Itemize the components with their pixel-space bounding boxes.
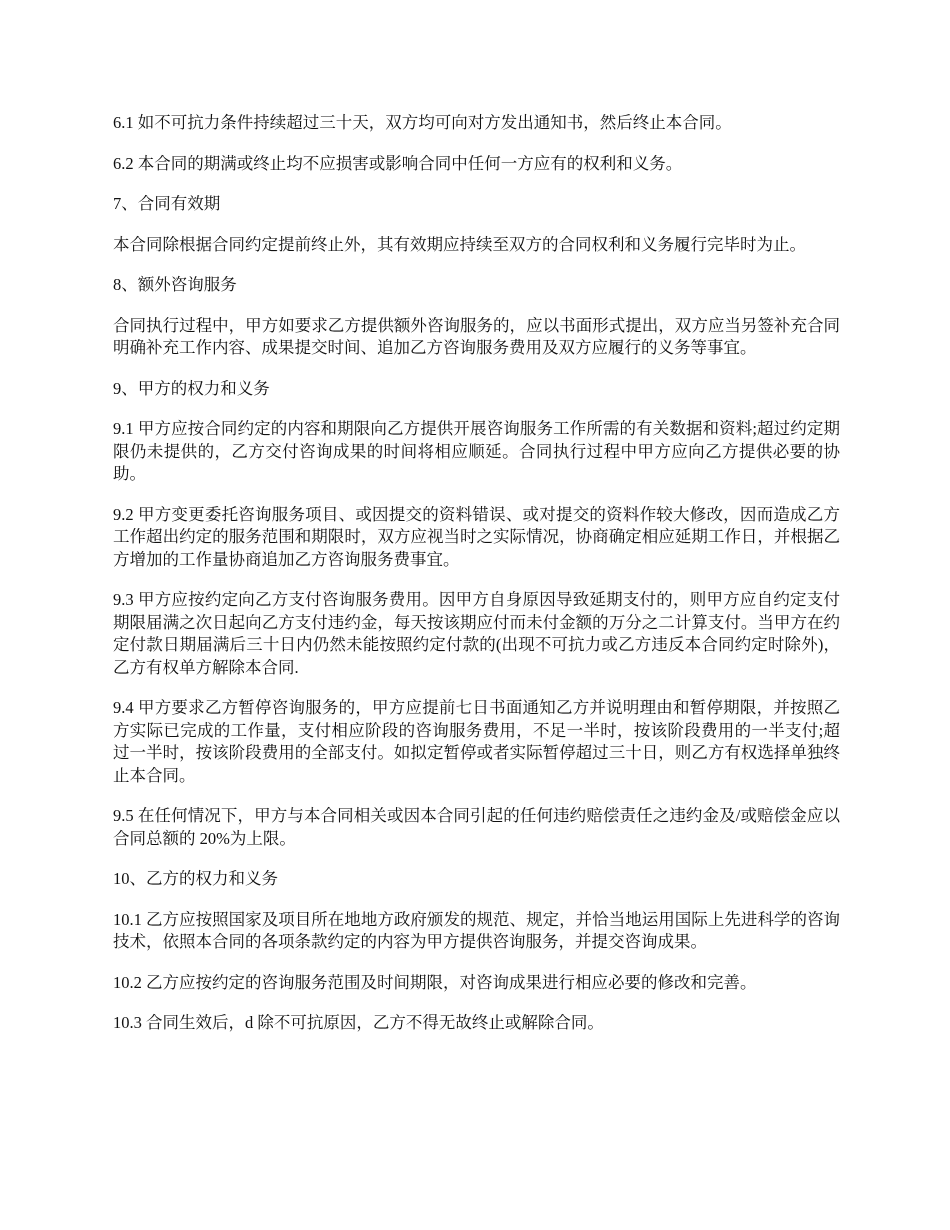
clause-6-2: 6.2 本合同的期满或终止均不应损害或影响合同中任何一方应有的权利和义务。	[113, 153, 683, 173]
section-heading-8: 8、额外咨询服务	[113, 275, 237, 294]
clause-9-2: 9.2 甲方变更委托咨询服务项目、或因提交的资料错误、或对提交的资料作较大修改，因而造成乙方工作超出约定的服务范围和期限时，双方应视当时之实际情况，协商确定相应延期工作日，并根据乙方增加的工作量协商追加乙方咨询服务费事宜。	[113, 504, 840, 569]
section-7-body: 本合同除根据合同约定提前终止外，其有效期应持续至双方的合同权利和义务履行完毕时为止。	[113, 234, 806, 254]
clause-9-3: 9.3 甲方应按约定向乙方支付咨询服务费用。因甲方自身原因导致延期支付的，则甲方应自约定支付期限届满之次日起向乙方支付违约金，每天按该期应付而未付金额的万分之二计算支付。当甲方在约定付款日期届满后三十日内仍然未能按照约定付款的(出现不可抗力或乙方违反本合同约定时除外)，乙方有权单方解除本合同.	[113, 590, 840, 677]
clause-6-1: 6.1 如不可抗力条件持续超过三十天，双方均可向对方发出通知书，然后终止本合同。	[113, 113, 732, 132]
clause-9-4: 9.4 甲方要求乙方暂停咨询服务的，甲方应提前七日书面通知乙方并说明理由和暂停期限，并按照乙方实际已完成的工作量，支付相应阶段的咨询服务费用，不足一半时，按该阶段费用的一半支付;超过一半时，按该阶段费用的全部支付。如拟定暂停或者实际暂停超过三十日，则乙方有权选择单独终止本合同。	[113, 698, 840, 785]
section-heading-10: 10、乙方的权力和义务	[113, 869, 278, 888]
clause-10-2: 10.2 乙方应按约定的咨询服务范围及时间期限，对咨询成果进行相应必要的修改和完善。	[113, 972, 757, 992]
document-body	[113, 112, 840, 1053]
clause-10-1: 10.1 乙方应按照国家及项目所在地地方政府颁发的规范、规定，并恰当地运用国际上先进科学的咨询技术，依照本合同的各项条款约定的内容为甲方提供咨询服务，并提交咨询成果。	[113, 909, 840, 951]
clause-9-1: 9.1 甲方应按合同约定的内容和期限向乙方提供开展咨询服务工作所需的有关数据和资料;超过约定期限仍未提供的，乙方交付咨询成果的时间将相应顺延。合同执行过程中甲方应向乙方提供必要的协助。	[113, 419, 840, 483]
clause-9-5: 9.5 在任何情况下，甲方与本合同相关或因本合同引起的任何违约赔偿责任之违约金及/或赔偿金应以合同总额的 20%为上限。	[113, 806, 840, 848]
section-8-body: 合同执行过程中，甲方如要求乙方提供额外咨询服务的，应以书面形式提出，双方应当另签补充合同明确补充工作内容、成果提交时间、追加乙方咨询服务费用及双方应履行的义务等事宜。	[113, 315, 840, 357]
section-heading-7: 7、合同有效期	[113, 194, 221, 213]
clause-10-3: 10.3 合同生效后，d 除不可抗原因，乙方不得无故终止或解除合同。	[113, 1013, 604, 1032]
section-heading-9: 9、甲方的权力和义务	[113, 378, 270, 398]
